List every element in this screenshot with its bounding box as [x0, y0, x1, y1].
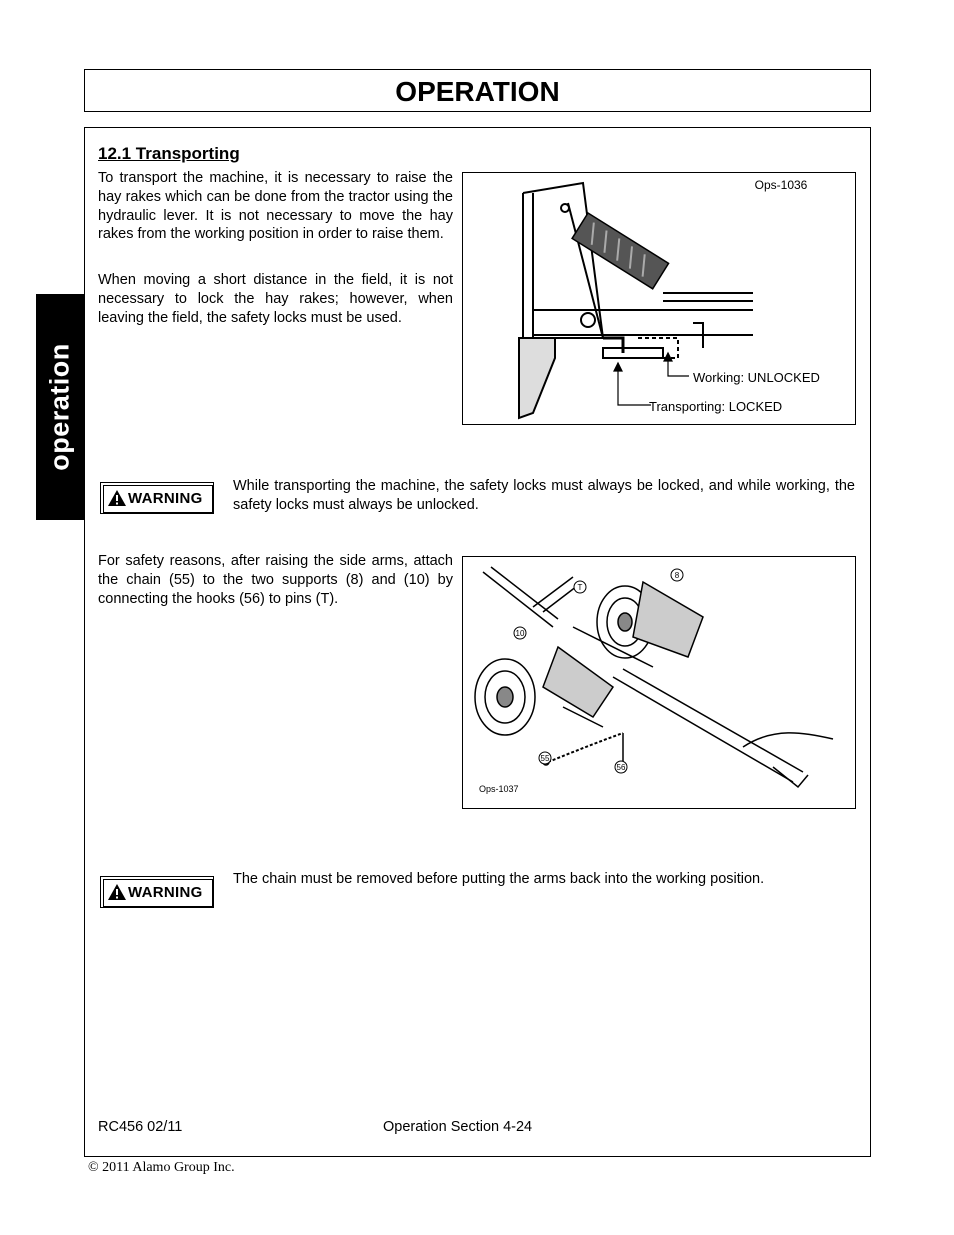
chain-paragraph: For safety reasons, after raising the side arms, attach the chain (55) to the two supports (8) and (10) by connecting the hooks (56) to pins (T). — [98, 553, 453, 607]
page-header — [84, 69, 871, 112]
figure1-unlocked-label: Working: UNLOCKED — [693, 370, 820, 385]
warning-badge-label: WARNING — [128, 884, 203, 901]
warning-badge-label: WARNING — [128, 490, 203, 507]
side-tab-label: operation — [44, 343, 75, 471]
warning-chain-text: The chain must be removed before putting the arms back into the working position. — [233, 871, 765, 887]
figure-chain-attachment — [462, 556, 856, 809]
callout-56: 56 — [616, 763, 626, 772]
chain-attachment-illustration — [463, 557, 855, 808]
warning-badge — [100, 482, 214, 514]
section-title: 12.1 Transporting — [98, 144, 240, 163]
warning-triangle-icon — [107, 883, 127, 901]
callout-t: T — [577, 583, 583, 592]
figure2-code: Ops-1037 — [479, 784, 519, 794]
side-section-tab — [36, 294, 84, 520]
field-paragraph: When moving a short distance in the field, it is not necessary to lock the hay rakes; however, when leaving the field, the safety locks must be used. — [98, 272, 453, 326]
callout-10: 10 — [515, 629, 525, 638]
page-title: OPERATION — [395, 76, 560, 107]
footer-model-date: RC456 02/11 — [98, 1119, 183, 1135]
warning-badge — [100, 876, 214, 908]
intro-paragraph: To transport the machine, it is necessary to raise the hay rakes which can be done from the tractor using the hydraulic lever. It is not necessary to move the hay rakes from the working position in order to raise them. — [98, 170, 453, 243]
safety-lock-illustration — [463, 173, 855, 424]
footer-section: Operation Section 4-24 — [383, 1119, 533, 1135]
callout-8: 8 — [674, 571, 680, 580]
figure1-code: Ops-1036 — [754, 178, 808, 192]
figure-safety-lock — [462, 172, 856, 425]
warning-triangle-icon — [107, 489, 127, 507]
figure1-locked-label: Transporting: LOCKED — [649, 399, 783, 414]
copyright: © 2011 Alamo Group Inc. — [88, 1160, 235, 1175]
warning-transport-text: While transporting the machine, the safety locks must always be locked, and while working, the safety locks must always be unlocked. — [233, 478, 855, 513]
callout-55: 55 — [540, 754, 550, 763]
